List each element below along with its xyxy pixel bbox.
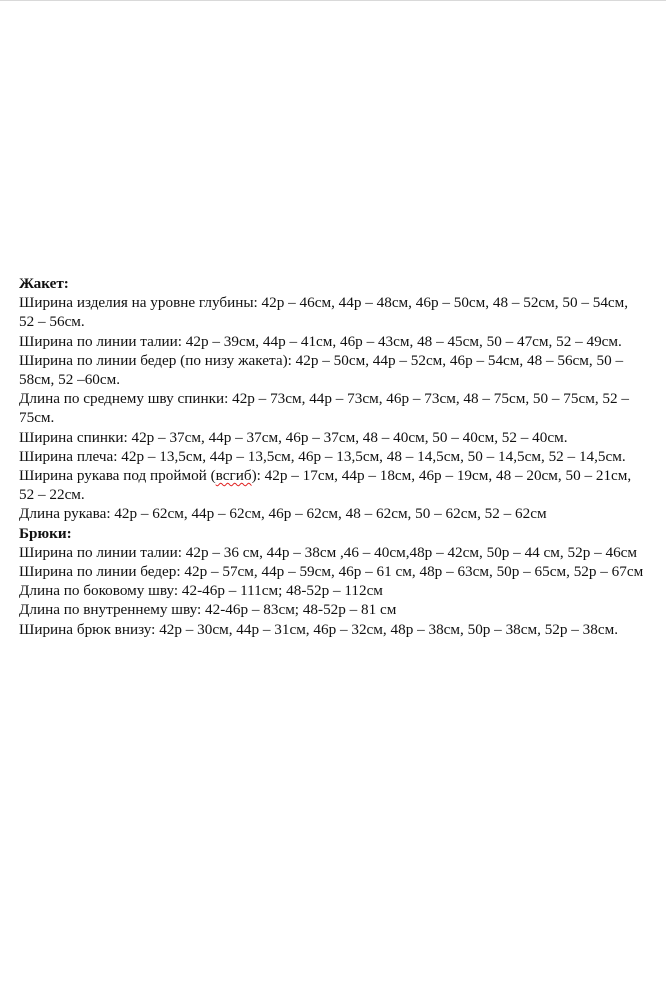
trousers-waist-width-line: Ширина по линии талии: 42р – 36 см, 44р – 38см ,46 – 40см,48р – 42см, 50р – 44 см, 52р – 46см xyxy=(19,543,638,561)
jacket-sleeve-length-line: Длина рукава: 42р – 62см, 44р – 62см, 46р – 62см, 48 – 62см, 50 – 62см, 52 – 62см xyxy=(19,505,547,523)
trousers-inseam-length-line: Длина по внутреннему шву: 42-46р – 83см; 48-52р – 81 см xyxy=(19,601,397,619)
jacket-hip-width-line: Ширина по линии бедер (по низу жакета): 42р – 50см, 44р – 52см, 46р – 54см, 48 – 56см, 50 – 58см, 52 –60см. xyxy=(19,351,624,389)
sleeve-width-text-start: Ширина рукава под проймой ( xyxy=(19,467,216,485)
trousers-heading: Брюки: xyxy=(19,524,72,542)
jacket-heading: Жакет: xyxy=(19,275,69,292)
trousers-hip-width-line: Ширина по линии бедер: 42р – 57см, 44р – 59см, 46р – 61 см, 48р – 63см, 50р – 65см, 52р – 67см xyxy=(19,563,644,581)
jacket-chest-width-line: Ширина изделия на уровне глубины: 42р – 46см, 44р – 48см, 46р – 50см, 48 – 52см, 50 – 54см, 52 – 56см. xyxy=(19,294,629,331)
jacket-waist-width-line: Ширина по линии талии: 42р – 39см, 44р – 41см, 46р – 43см, 48 – 45см, 50 – 47см, 52 – 49см. xyxy=(19,332,622,350)
sleeve-width-text-end: ): 42р – 17см, 44р – 18см, 46р – 19см, 48 – 20см, 50 – 21см, 52 – 22см. xyxy=(19,467,632,504)
jacket-back-width-line: Ширина спинки: 42р – 37см, 44р – 37см, 46р – 37см, 48 – 40см, 50 – 40см, 52 – 40см. xyxy=(19,428,568,446)
spellcheck-underlined-word: всгиб xyxy=(215,467,252,485)
jacket-sleeve-width-line xyxy=(19,466,644,504)
trousers-hem-width-line: Ширина брюк внизу: 42р – 30см, 44р – 31см, 46р – 32см, 48р – 38см, 50р – 38см, 52р – 38см. xyxy=(19,620,619,638)
jacket-shoulder-width-line: Ширина плеча: 42р – 13,5см, 44р – 13,5см, 46р – 13,5см, 48 – 14,5см, 50 – 14,5см, 52 – 14,5см. xyxy=(19,447,626,465)
page-top-border xyxy=(0,0,666,1)
jacket-back-length-line: Длина по среднему шву спинки: 42р – 73см, 44р – 73см, 46р – 73см, 48 – 75см, 50 – 75см, 52 – 75см. xyxy=(19,390,630,427)
trousers-side-seam-length-line: Длина по боковому шву: 42-46р – 111см; 48-52р – 112см xyxy=(19,582,383,600)
size-chart-document xyxy=(19,274,644,639)
